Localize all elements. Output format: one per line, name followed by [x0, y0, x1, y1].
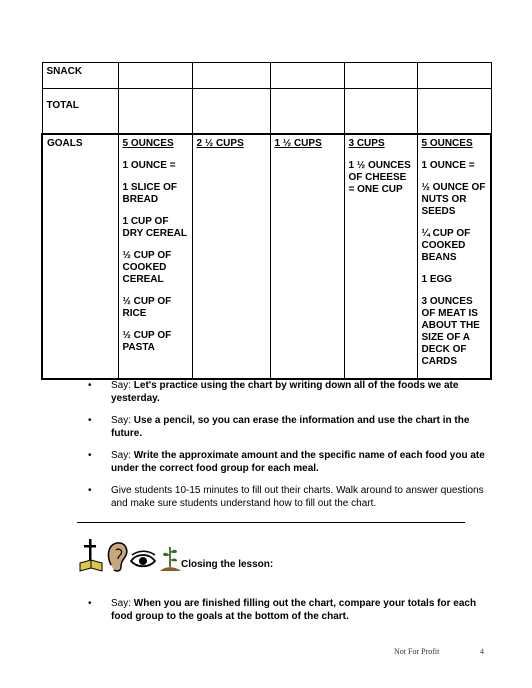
section-divider — [77, 522, 465, 523]
goals-row-label: GOALS — [42, 134, 118, 379]
goals-vegetables-cell — [192, 134, 270, 379]
total-row — [42, 89, 491, 134]
ear-icon — [109, 543, 127, 571]
snack-protein-cell — [417, 63, 491, 89]
grains-goal-line: 1 SLICE OF BREAD — [122, 181, 177, 205]
footer-text: Not For Profit — [394, 647, 440, 656]
closing-heading: Closing the lesson: — [181, 559, 274, 570]
instruction-list — [88, 380, 488, 520]
say-text: When you are finished filling out the chart, compare your totals for each food group to the goals at the bottom of the chart. — [111, 598, 477, 622]
total-dairy-cell — [344, 89, 417, 134]
protein-goal-line: ½ OUNCE OF NUTS OR SEEDS — [421, 181, 486, 217]
section-icons — [79, 537, 183, 577]
total-row-label — [42, 89, 118, 134]
protein-goal-line: ¼ CUP OF COOKED BEANS — [421, 227, 471, 263]
protein-goal-heading: 5 OUNCES — [421, 137, 473, 149]
snack-grains-cell — [118, 63, 192, 89]
grains-goal-line: 1 OUNCE = — [122, 159, 176, 171]
snack-dairy-cell — [344, 63, 417, 89]
total-grains-cell — [118, 89, 192, 134]
instruction-text: Give students 10-15 minutes to fill out their charts. Walk around to answer questions and make sure students understand how to fill out the chart. — [111, 485, 484, 509]
say-text: Use a pencil, so you can erase the information and use the chart in the future. — [111, 415, 470, 439]
instruction-item — [88, 380, 488, 405]
goals-protein-cell — [417, 134, 491, 379]
cross-book-icon — [80, 539, 102, 571]
grains-goal-line: ½ CUP OF COOKED CEREAL — [122, 249, 172, 285]
bullet-glyph: • — [88, 415, 92, 426]
instruction-item — [88, 450, 488, 475]
grains-goal-line: 1 CUP OF DRY CEREAL — [122, 215, 187, 239]
instruction-item — [88, 485, 488, 510]
total-protein-cell — [417, 89, 491, 134]
total-label-text: TOTAL — [46, 100, 79, 111]
dairy-goal-line: 1 ½ OUNCES OF CHEESE = ONE CUP — [348, 159, 411, 195]
dairy-goal-heading: 3 CUPS — [348, 137, 385, 149]
goals-row — [42, 134, 491, 379]
grains-goal-line: ½ CUP OF PASTA — [122, 329, 172, 353]
bullet-glyph: • — [88, 485, 92, 496]
say-prefix: Say: — [111, 598, 134, 609]
grains-goal-line: ½ CUP OF RICE — [122, 295, 172, 319]
page-number: 4 — [480, 647, 484, 656]
snack-fruits-cell — [270, 63, 344, 89]
food-chart-table — [41, 62, 492, 380]
goals-fruits-cell — [270, 134, 344, 379]
bullet-glyph: • — [88, 598, 92, 609]
say-text: Let's practice using the chart by writing down all of the foods we ate yesterday. — [111, 380, 459, 404]
sprout-icon — [160, 547, 181, 571]
say-prefix: Say: — [111, 415, 134, 426]
closing-list — [88, 598, 488, 623]
fruits-goal-heading: 1 ½ CUPS — [274, 137, 322, 149]
protein-goal-line: 1 OUNCE = — [421, 159, 475, 171]
say-prefix: Say: — [111, 450, 134, 461]
goals-grains-cell — [118, 134, 192, 379]
instruction-item — [88, 415, 488, 440]
protein-goal-line: 1 EGG — [421, 273, 453, 285]
say-prefix: Say: — [111, 380, 134, 391]
closing-item — [88, 598, 488, 623]
grains-goal-heading: 5 OUNCES — [122, 137, 174, 149]
protein-goal-line: 3 OUNCES OF MEAT IS ABOUT THE SIZE OF A DECK OF CARDS — [421, 295, 480, 367]
vegetables-goal-heading: 2 ½ CUPS — [196, 137, 244, 149]
say-text: Write the approximate amount and the specific name of each food you ate under the correct food group for each meal. — [111, 450, 485, 474]
bullet-glyph: • — [88, 380, 92, 391]
total-vegetables-cell — [192, 89, 270, 134]
snack-row — [42, 63, 491, 89]
goals-dairy-cell — [344, 134, 417, 379]
bullet-glyph: • — [88, 450, 92, 461]
eye-icon — [131, 551, 155, 566]
snack-vegetables-cell — [192, 63, 270, 89]
total-fruits-cell — [270, 89, 344, 134]
snack-row-label: SNACK — [42, 63, 118, 89]
